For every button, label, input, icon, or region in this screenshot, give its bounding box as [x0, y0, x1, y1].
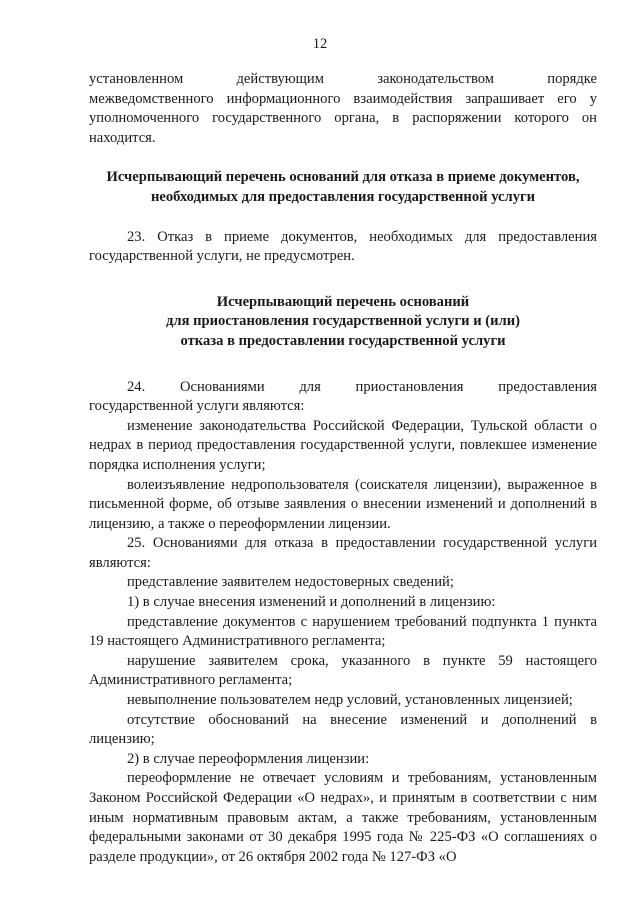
- list-item-25-1b: нарушение заявителем срока, указанного в пункте 59 настоящего Административного регламента;: [89, 652, 597, 689]
- list-item-25-1: 1) в случае внесения изменений и дополнений в лицензию:: [127, 594, 496, 611]
- list-item-24-1: изменение законодательства Российской Федерации, Тульской области о недрах в период предоставления государственной услуги, повлекшее изменение порядка исполнения услуги;: [89, 417, 597, 473]
- list-item-25-2a: переоформление не отвечает условиям и требованиям, установленным Законом Российской Федерации «О недрах», и принятым в соответствии с ним иным нормативным правовым актам, а также требованиям, установленным федеральными законами от 30 декабря 1995 года № 225-ФЗ «О соглашениях о разделе продукции», от 26 октября 2002 года № 127-ФЗ «О: [89, 770, 597, 865]
- paragraph-24: государственной услуги являются:: [89, 398, 305, 415]
- section-heading-suspension-line3: отказа в предоставлении государственной услуги: [180, 332, 506, 349]
- list-item-25-2: 2) в случае переоформления лицензии:: [127, 750, 370, 767]
- section-heading-refusal-documents: Исчерпывающий перечень оснований для отказа в приеме документов, необходимых для предоставления государственной услуги: [106, 169, 580, 205]
- paragraph-intro-first-line: установленном действующим законодательством порядке: [89, 71, 597, 87]
- list-item-25-a: представление заявителем недостоверных сведений;: [127, 574, 454, 591]
- paragraph-intro: межведомственного информационного взаимодействия запрашивает его у уполномоченного государственного органа, в распоряжении которого он находится.: [89, 90, 597, 146]
- list-item-25-1a: представление документов с нарушением требований подпункта 1 пункта 19 настоящего Административного регламента;: [89, 613, 597, 650]
- section-heading-suspension-line1: Исчерпывающий перечень оснований: [216, 293, 470, 310]
- section-heading-suspension-line2: для приостановления государственной услуги и (или): [166, 313, 520, 330]
- page-number: 12: [312, 36, 328, 52]
- list-item-24-2: волеизъявление недропользователя (соискателя лицензии), выраженное в письменной форме, об отзыве заявления о внесении изменений и дополнений в лицензию, а также о переоформлении лицензии.: [89, 476, 597, 532]
- document-body: [89, 70, 597, 867]
- paragraph-24-first-line: 24. Основаниями для приостановления предоставления: [127, 378, 597, 395]
- list-item-25-1c: невыполнение пользователем недр условий, установленных лицензией;: [127, 692, 573, 709]
- paragraph-23: 23. Отказ в приеме документов, необходимых для предоставления государственной услуги, не предусмотрен.: [89, 228, 597, 265]
- list-item-25-1d: отсутствие обоснований на внесение изменений и дополнений в лицензию;: [89, 711, 597, 748]
- paragraph-25: 25. Основаниями для отказа в предоставлении государственной услуги являются:: [89, 535, 597, 571]
